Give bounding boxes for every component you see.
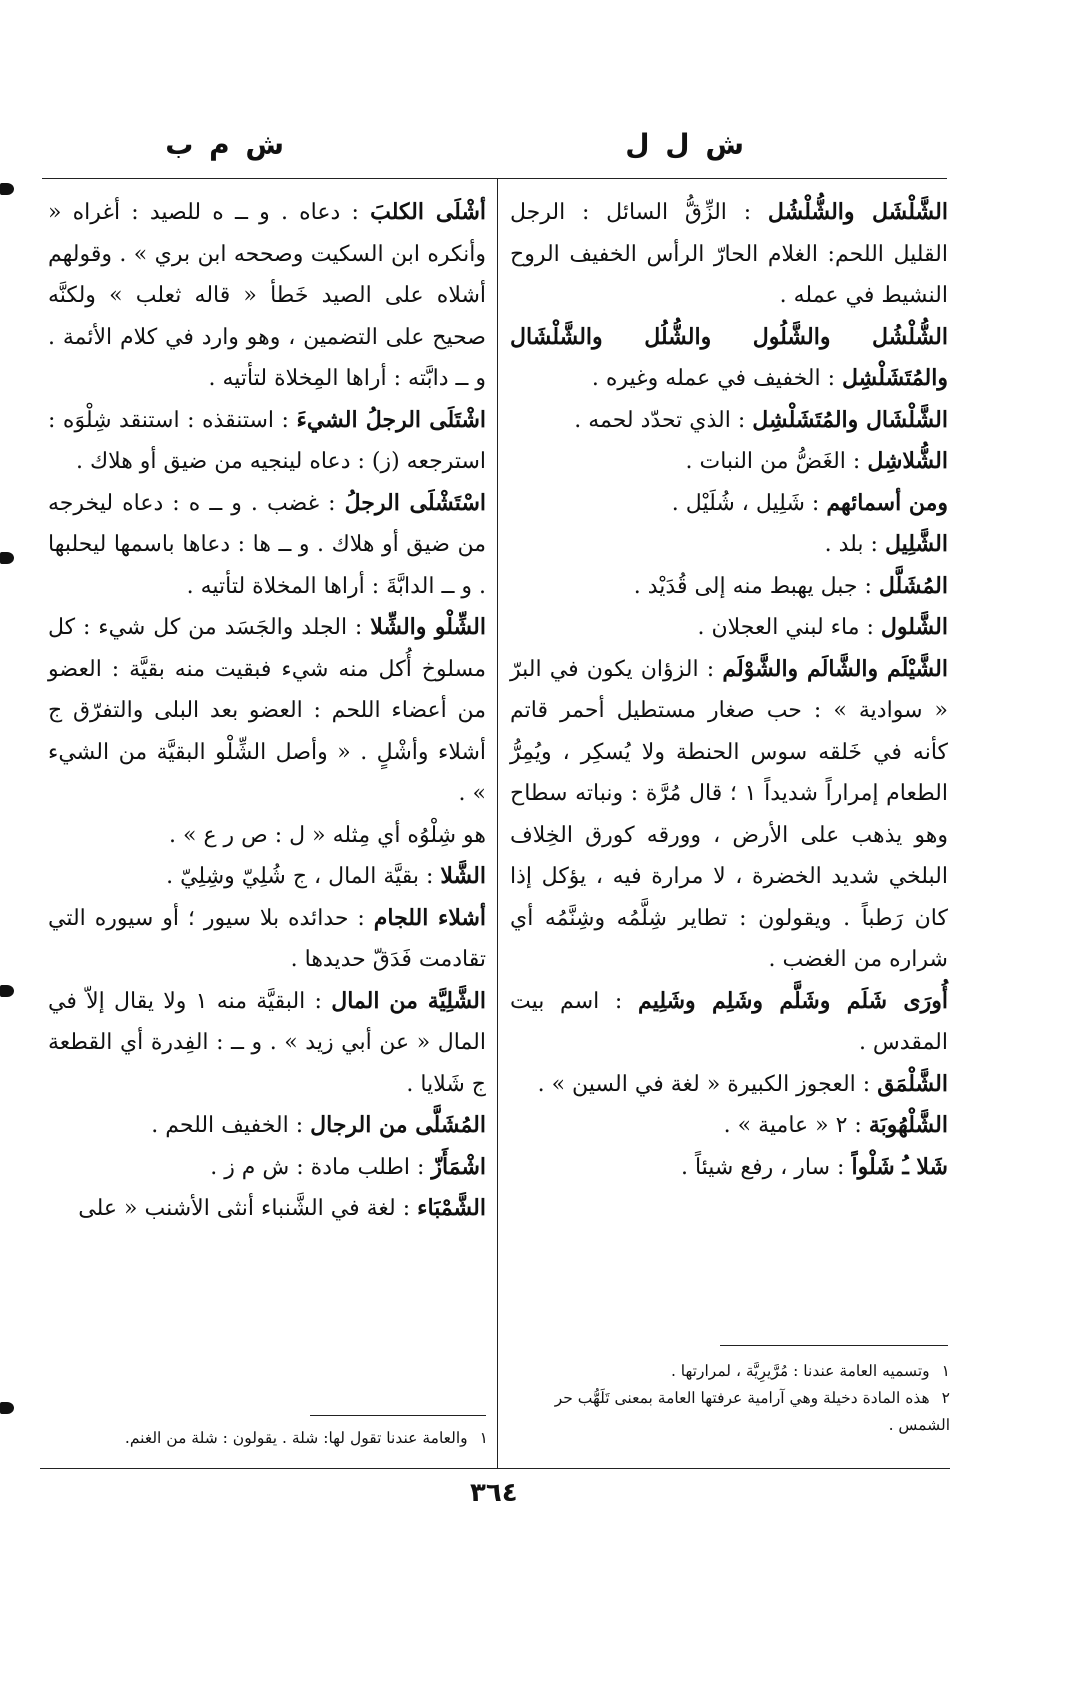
entry-headword: الشُّلْشُل والشَّلُول والشُّلُل والشَّلْشَال والمُتَشَلْشِل xyxy=(510,323,948,391)
entry-definition: : اسم بيت المقدس . xyxy=(510,988,948,1055)
footnote xyxy=(510,1385,950,1439)
margin-mark xyxy=(0,552,14,564)
entry-headword: الشَّلول xyxy=(880,614,948,640)
dictionary-entry xyxy=(48,1147,486,1189)
dictionary-entry xyxy=(48,192,486,400)
dictionary-entry xyxy=(48,607,486,815)
dictionary-entry xyxy=(48,815,486,857)
entry-definition: : غضب . و ــ ه : دعاه ليخرجه من ضيق أو هلاك . و ــ ها : دعاها باسمها ليحلبها . و ــ الدابَّةَ : أراها المخلاة لتأتيه . xyxy=(48,490,486,599)
entry-headword: الشَّلْشَال والمُتَشَلْشِل xyxy=(752,406,948,433)
running-header-right: ش ل ل xyxy=(625,128,744,161)
column-divider xyxy=(497,178,498,1468)
footnote-number: ١ xyxy=(941,1362,950,1380)
entry-headword: ومن أسمائهم xyxy=(826,489,948,516)
dictionary-entry xyxy=(510,649,948,981)
entry-definition: : لغة في الشَّنباء أنثى الأشنب « على xyxy=(78,1196,411,1221)
footnote-text: هذه المادة دخيلة وهي آرامية عرفتها العامة بمعنى تَلَهُّب حر الشمس . xyxy=(554,1389,950,1434)
footnote-text: والعامة عندنا تقول لها: شلة . يقولون : شلة من الغنم. xyxy=(124,1429,468,1447)
dictionary-entry xyxy=(510,607,948,649)
entry-definition: : حدائده بلا سيور ؛ أو سيوره التي تقادمت فَدَقّ حديدها . xyxy=(48,905,486,972)
dictionary-entry xyxy=(510,317,948,400)
entry-headword: الشِّلْو والشِّلا xyxy=(370,614,486,640)
bottom-rule xyxy=(40,1468,950,1469)
dictionary-entry xyxy=(510,1147,948,1189)
dictionary-entry xyxy=(510,1105,948,1147)
entry-definition: : الخفيف في عمله وغيره . xyxy=(591,366,835,391)
entry-headword: الشَّمْبَاء xyxy=(417,1195,486,1221)
footnotes-left xyxy=(48,1425,488,1452)
dictionary-entry xyxy=(48,856,486,898)
entry-definition: هو شِلْوُه أي مِثله « ل : ص ر ع » . xyxy=(169,822,486,848)
entry-headword: الشُّلاشِل xyxy=(867,448,948,474)
entry-headword: الشَّلْهُوبَة xyxy=(868,1112,948,1138)
entry-headword: أشْلَى الكلبَ xyxy=(370,199,486,225)
entry-headword: الشَّلْشَل والشُّلْشُل xyxy=(767,199,948,225)
margin-mark xyxy=(0,985,14,997)
entry-definition: : استنقذه : استنقد شِلْوَه : استرجعه (ز) : دعاه لينجيه من ضيق أو هلاك . xyxy=(48,407,486,474)
entry-headword: اشْتَلَى الرجلُ الشيءَ xyxy=(296,406,487,433)
entry-headword: الشَّلا xyxy=(440,863,486,889)
right-column xyxy=(510,192,948,1188)
entry-headword: الشَّلِيَّة من المال xyxy=(331,987,486,1014)
dictionary-entry xyxy=(510,1064,948,1106)
entry-headword: الشَّيْلَم والشَّالَم والشَّوْلَم xyxy=(722,655,948,682)
entry-definition: : ٢ « عامية » . xyxy=(723,1113,862,1138)
top-rule xyxy=(42,178,947,179)
entry-headword: الشَّلِيل xyxy=(884,531,948,557)
entry-definition: : الخفيف اللحم . xyxy=(151,1113,304,1138)
entry-headword: المُشَلَّى من الرجال xyxy=(310,1112,486,1138)
dictionary-entry xyxy=(510,192,948,317)
entry-headword: اشْمَأَزّ xyxy=(431,1153,486,1180)
entry-headword: اسْتَشْلَى الرجلُ xyxy=(344,489,486,516)
dictionary-entry xyxy=(510,400,948,442)
entry-definition: : الزِّقُّ السائل : الرجل القليل اللحم: الغلام الحارّ الرأس الخفيف الروح النشيط في عمله . xyxy=(510,200,948,308)
entry-definition: : جبل يهبط منه إلى قُدَيْد . xyxy=(633,573,872,599)
footnote-rule-left xyxy=(310,1415,486,1416)
margin-mark xyxy=(0,1402,14,1414)
entry-definition: : العجوز الكبيرة « لغة في السين » . xyxy=(537,1071,871,1097)
dictionary-entry xyxy=(48,400,486,483)
entry-definition: : الزؤان يكون في البرّ « سوادية » : حب صغار مستطيل أحمر قاتم كأنه في خَلقه سوس الحنطة ولا يُسكِر ، ويُمِرُّ الطعام إمراراً شديداً ١ ؛ قال مُرَّة : ونباته سطاح وهو يذهب على الأرض ، وورقه كورق الخِلاف البلخي شديد الخضرة ، لا مرارة فيه ، يؤكل إذا كان رَطباً . ويقولون : تطاير شِلَّمُه وشِنَّمُه أي شراره من الغضب . xyxy=(510,656,948,972)
footnote-number: ١ xyxy=(479,1429,488,1447)
dictionary-entry xyxy=(510,981,948,1064)
running-header-left: ش م ب xyxy=(165,128,284,161)
entry-definition: : بقيَّة المال ، ج شُلِيّ وشِلِيّ . xyxy=(166,864,434,889)
footnote-number: ٢ xyxy=(941,1389,950,1407)
dictionary-entry xyxy=(48,898,486,981)
entry-headword: المُشَلَّل xyxy=(878,572,948,599)
entry-definition: : الغَضُّ من النبات . xyxy=(685,449,861,474)
entry-definition: : شَلِيل ، شُلَيْل . xyxy=(671,490,820,516)
dictionary-entry xyxy=(48,483,486,608)
entry-definition: : اطلب مادة : ش م ز . xyxy=(210,1154,425,1180)
footnote xyxy=(510,1358,950,1385)
entry-definition: : الجلد والجَسَد من كل شيء : كل مسلوخ أُكل منه شيء فبقيت منه بقيَّة : العضو من أعضاء اللحم : العضو بعد البلى والتفرّق ج أشلاء وأشْلٍ . « وأصل الشِّلْو البقيَّة من الشيء » . xyxy=(48,615,486,806)
entry-headword: أشلاء اللجام xyxy=(373,904,486,931)
entry-headword: شَلا ـُ شَلْواً xyxy=(851,1153,948,1180)
entry-headword: أُورَى شَلَم وشَلَّم وشَلِم وشَلِيم xyxy=(638,987,948,1014)
dictionary-entry xyxy=(510,483,948,525)
dictionary-entry xyxy=(48,981,486,1106)
entry-definition: : الذي تحدّد لحمه . xyxy=(574,407,746,433)
footnote-text: وتسميه العامة عندنا : مُرَّيرِيَّة ، لمرارتها . xyxy=(670,1362,930,1380)
dictionary-entry xyxy=(48,1105,486,1147)
dictionary-entry xyxy=(510,524,948,566)
entry-definition: : البقيَّة منه ١ ولا يقال إلاّ في المال « عن أبي زيد » . و ــ : الفِدرة أي القطعة ج شَلايا . xyxy=(48,988,486,1097)
page-number: ٣٦٤ xyxy=(470,1478,518,1508)
entry-definition: : ماء لبني العجلان . xyxy=(697,615,874,640)
margin-mark xyxy=(0,183,14,195)
footnote xyxy=(48,1425,488,1452)
dictionary-entry xyxy=(510,441,948,483)
entry-definition: : دعاه . و ــ ه للصيد : أغراه « وأنكره ابن السكيت وصححه ابن بري » . وقولهم أشلاه على الصيد خَطأ « قاله ثعلب » ولكنَّه صحيح على التضمين ، وهو وارد في كلام الأئمة . و ــ دابَّته : أراها المِخلاة لتأتيه . xyxy=(48,200,486,391)
entry-definition: : بلد . xyxy=(824,532,878,557)
dictionary-entry xyxy=(48,1188,486,1230)
dictionary-entry xyxy=(510,566,948,608)
left-column xyxy=(48,192,486,1230)
entry-headword: الشَّلْمَق xyxy=(877,1070,948,1097)
footnote-rule-right xyxy=(720,1345,948,1346)
entry-definition: : سار ، رفع شيئاً . xyxy=(680,1154,845,1180)
footnotes-right xyxy=(510,1358,950,1439)
